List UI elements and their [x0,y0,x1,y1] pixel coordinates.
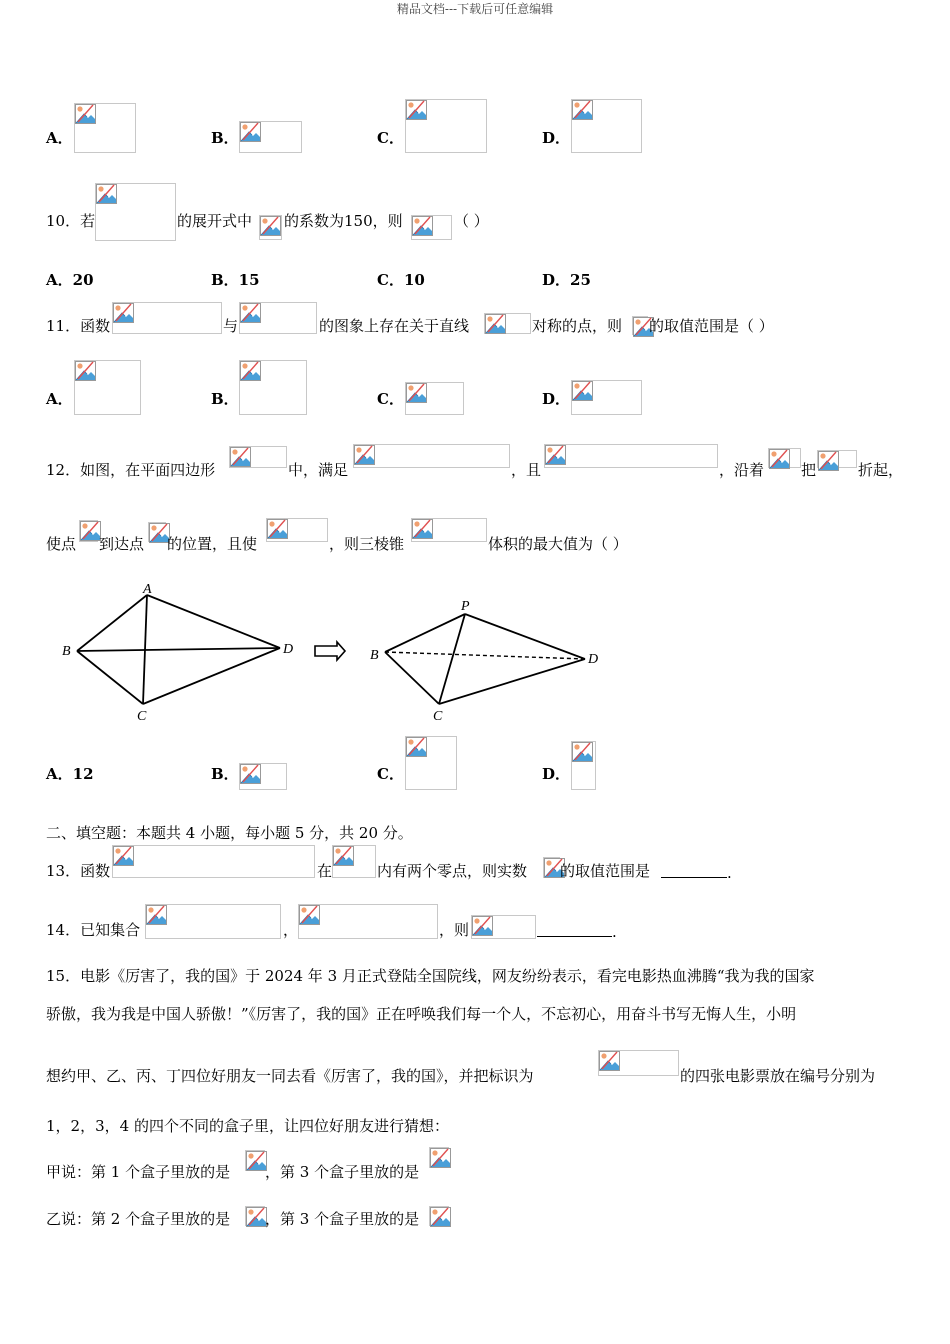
q14-answer-blank[interactable] [537,920,617,942]
q15-jia-formula-1 [245,1150,265,1171]
broken-image-icon [599,1051,620,1071]
label-c: C [137,709,147,724]
q15-jia-formula-2 [429,1147,449,1168]
q11-text-tail: 的取值范围是（ ） [649,317,774,335]
q12-formula-1 [229,446,287,468]
q11-option-a: A． [46,390,73,408]
label-b2: B [370,648,379,663]
q10-text-1: 的展开式中 [177,212,253,230]
broken-image-icon [354,445,375,465]
q12-text-5: 把 [801,461,817,479]
broken-image-icon [240,361,261,381]
broken-image-icon [240,303,261,323]
broken-image-icon [246,1207,267,1227]
q11-option-d: D． [542,390,571,408]
q11-formula-1 [112,302,222,334]
broken-image-icon [572,100,593,120]
q11-option-b-image [239,360,307,415]
broken-image-icon [769,449,790,469]
q12-formula-7 [148,522,166,542]
q15-yi-formula-1 [245,1206,265,1226]
q10-option-b: B．15 [211,271,260,289]
q10-formula-1 [95,183,176,241]
q10-text-2: 的系数为150，则 [284,212,403,230]
q10-formula-2 [259,215,282,240]
broken-image-icon [818,451,839,471]
q13-answer-blank[interactable] [661,861,732,883]
label-a: A [143,582,152,597]
q11-option-c-image [405,382,464,415]
q11-formula-3 [484,313,531,334]
q9-option-b: B． [211,129,239,147]
section-2-heading: 二、填空题：本题共 4 小题，每小题 5 分，共 20 分。 [46,824,413,842]
q14-formula-1 [145,904,281,939]
q12-text-3: ，且 [511,461,542,479]
q15-yi-1: 乙说：第 2 个盒子里放的是 [46,1210,231,1228]
q12-text-9: 的位置，且使 [167,535,258,553]
q13-text-in: 在 [317,862,333,880]
q15-line-3a: 想约甲、乙、丙、丁四位好朋友一同去看《厉害了，我的国》，并把标识为 [46,1067,534,1085]
q10-paren: （ ） [454,212,489,230]
broken-image-icon [545,445,566,465]
q15-yi-2: ，第 3 个盒子里放的是 [265,1210,420,1228]
page-header: 精品文档---下载后可任意编辑 [396,2,554,16]
q15-line-2: 骄傲，我为我是中国人骄傲！”《厉害了，我的国》正在呼唤我们每一个人，不忘初心，用奋斗书写无悔人生，小明 [46,1005,797,1023]
broken-image-icon [430,1207,451,1227]
q9-option-d: D． [542,129,571,147]
q13-formula-2 [332,845,376,878]
q13-formula-1 [112,845,315,878]
broken-image-icon [572,381,593,401]
broken-image-icon [430,1148,451,1168]
label-p: P [461,599,470,614]
q12-text-4: ，沿着 [719,461,765,479]
q9-option-a: A． [46,129,73,147]
broken-image-icon [240,764,261,784]
broken-image-icon [406,383,427,403]
broken-image-icon [406,737,427,757]
q11-option-a-image [74,360,141,415]
q12-text-1: 12．如图，在平面四边形 [46,461,216,479]
q12-option-d: D． [542,765,571,783]
broken-image-icon [75,104,96,124]
q13-formula-3 [543,857,560,878]
broken-image-icon [299,905,320,925]
q9-option-c: C． [377,129,404,147]
double-arrow-icon [315,642,345,660]
q12-text-6: 折起， [858,461,904,479]
q10-option-c: C．10 [377,271,425,289]
q15-jia-2: ，第 3 个盒子里放的是 [265,1163,420,1181]
q14-end: . [612,923,617,941]
q13-number: 13．函数 [46,862,111,880]
broken-image-icon [246,1151,267,1171]
q11-text-and: 与 [223,317,239,335]
q12-formula-6 [79,520,98,542]
label-b: B [62,644,71,659]
q15-line-4: 1，2，3，4 的四个不同的盒子里，让四位好朋友进行猜想： [46,1117,449,1135]
q15-line-3b: 的四张电影票放在编号分别为 [680,1067,876,1085]
q12-formula-9 [411,518,487,542]
q9-option-a-image [74,103,136,153]
q12-text-11: 体积的最大值为（ ） [488,535,628,553]
broken-image-icon [230,447,251,467]
q12-figure [55,578,615,728]
label-d: D [283,642,294,657]
q14-number: 14．已知集合 [46,921,141,939]
q15-yi-formula-2 [429,1206,449,1226]
q14-formula-2 [298,904,438,939]
label-d2: D [588,652,599,667]
q15-formula-1 [598,1050,679,1076]
q12-option-b: B． [211,765,239,783]
q12-formula-8 [266,518,328,542]
q14-then: ，则 [439,921,470,939]
q13-end: . [727,864,732,882]
broken-image-icon [412,519,433,539]
q12-option-a: A．12 [46,765,94,783]
broken-image-icon [240,122,261,142]
label-c2: C [433,709,443,724]
broken-image-icon [113,303,134,323]
q14-comma: ， [283,921,299,939]
broken-image-icon [113,846,134,866]
q12-text-10: ，则三棱锥 [329,535,405,553]
q12-text-8: 到达点 [99,535,145,553]
q9-option-b-image [239,121,302,153]
broken-image-icon [572,742,593,762]
q11-option-d-image [571,380,642,415]
q10-option-d: D．25 [542,271,591,289]
broken-image-icon [333,846,354,866]
q12-formula-2 [353,444,510,468]
broken-image-icon [75,361,96,381]
q15-jia-1: 甲说：第 1 个盒子里放的是 [46,1163,231,1181]
q9-option-d-image [571,99,642,153]
q11-formula-4 [632,316,648,335]
q10-formula-3 [411,215,452,240]
broken-image-icon [96,184,117,204]
q11-option-c: C． [377,390,404,408]
q9-option-c-image [405,99,487,153]
q12-formula-4 [768,448,801,468]
q12-text-7: 使点 [46,535,77,553]
q13-text-tail: 的取值范围是 [560,862,651,880]
broken-image-icon [146,905,167,925]
quadrilateral-abcd [77,595,280,704]
q12-text-2: 中，满足 [288,461,349,479]
q11-formula-2 [239,302,317,334]
q15-line-1: 15．电影《厉害了，我的国》于 2024 年 3 月正式登陆全国院线，网友纷纷表示，看完电影热血沸腾“我为我的国家 [46,967,815,985]
broken-image-icon [406,100,427,120]
tetrahedron-pbcd [385,614,585,704]
q14-formula-3 [471,915,536,939]
broken-image-icon [260,216,281,236]
broken-image-icon [472,916,493,936]
q12-option-c-image [405,736,457,790]
q12-option-b-image [239,763,287,790]
q10-option-a: A．20 [46,271,94,289]
q11-text-mid: 的图象上存在关于直线 [319,317,470,335]
q13-text-mid: 内有两个零点，则实数 [377,862,528,880]
q11-text-mid2: 对称的点，则 [532,317,623,335]
q12-option-d-image [571,741,596,790]
q12-formula-5 [817,450,857,468]
q12-option-c: C． [377,765,404,783]
q11-option-b: B． [211,390,239,408]
broken-image-icon [485,314,506,334]
broken-image-icon [267,519,288,539]
q11-number: 11．函数 [46,317,111,335]
broken-image-icon [412,216,433,236]
q10-number: 10．若 [46,212,96,230]
broken-image-icon [80,521,101,541]
q12-formula-3 [544,444,718,468]
